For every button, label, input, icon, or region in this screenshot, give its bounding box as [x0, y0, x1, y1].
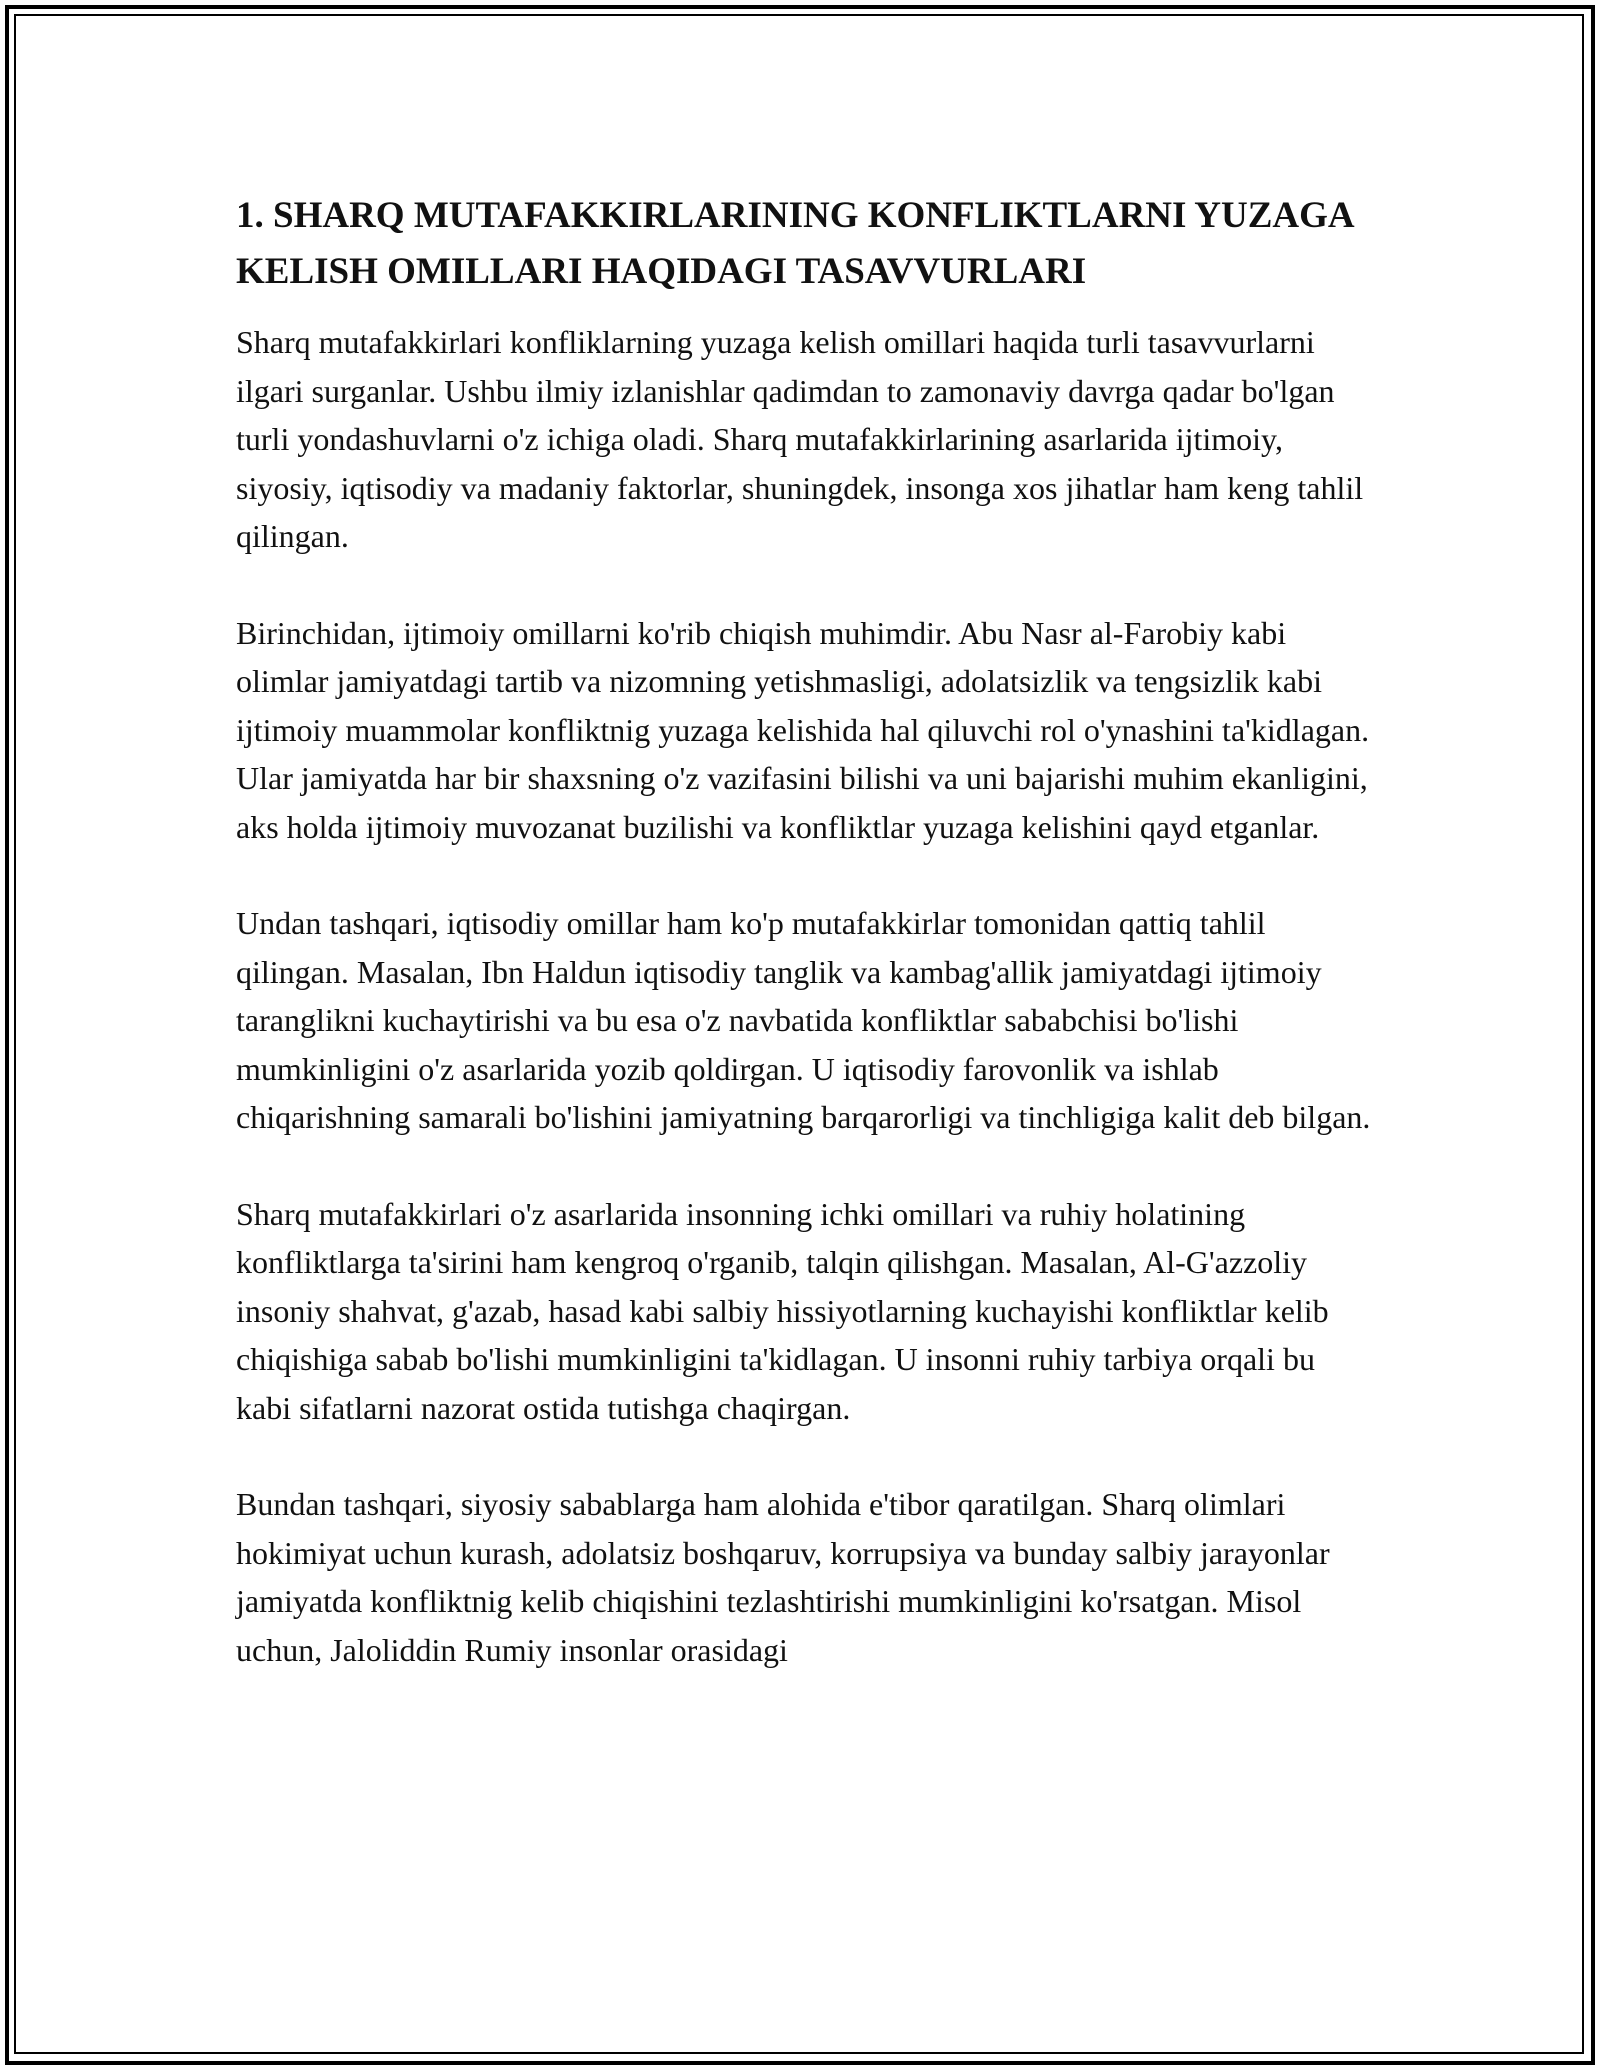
paragraph-intro: Sharq mutafakkirlari konfliklarning yuzaga kelish omillari haqida turli tasavvurlarni ilgari surganlar. Ushbu ilmiy izlanishlar qadimdan to zamonaviy davrga qadar bo'lgan turli yondashuvlarni o'z ichiga oladi. Sharq mutafakkirlarining asarlarida ijtimoiy, siyosiy, iqtisodiy va madaniy faktorlar, shuningdek, insonga xos jihatlar ham keng tahlil qilingan. — [236, 324, 1364, 554]
paragraph-political-factors: Bundan tashqari, siyosiy sabablarga ham alohida e'tibor qaratilgan. Sharq olimlari hokimiyat uchun kurash, adolatsiz boshqaruv, korrupsiya va bunday salbiy jarayonlar jamiyatda konfliktnig kelib chiqishini tezlashtirishi mumkinligini ko'rsatgan. Misol uchun, Jaloliddin Rumiy insonlar orasidagi — [236, 1486, 1330, 1668]
paragraph-social-factors: Birinchidan, ijtimoiy omillarni ko'rib chiqish muhimdir. Abu Nasr al-Farobiy kabi olimlar jamiyatdagi tartib va nizomning yetishmasligi, adolatsizlik va tengsizlik kabi ijtimoiy muammolar konfliktnig yuzaga kelishida hal qiluvchi rol o'ynashini ta'kidlagan. Ular jamiyatda har bir shaxsning o'z vazifasini bilishi va uni bajarishi muhim ekanligini, aks holda ijtimoiy muvozanat buzilishi va konfliktlar yuzaga kelishini qayd etganlar. — [236, 614, 1370, 845]
paragraph-economic-factors: Undan tashqari, iqtisodiy omillar ham ko'p mutafakkirlar tomonidan qattiq tahlil qilingan. Masalan, Ibn Haldun iqtisodiy tanglik va kambag'allik jamiyatdagi ijtimoiy taranglikni kuchaytirishi va bu esa o'z navbatida konfliktlar sababchisi bo'lishi mumkinligini o'z asarlarida yozib qoldirgan. U iqtisodiy farovonlik va ishlab chiqarishning samarali bo'lishini jamiyatning barqarorligi va tinchligiga kalit deb bilgan. — [236, 905, 1371, 1135]
paragraph-psychological-factors: Sharq mutafakkirlari o'z asarlarida insonning ichki omillari va ruhiy holatining konfliktlarga ta'sirini ham kengroq o'rganib, talqin qilishgan. Masalan, Al-G'azzoliy insoniy shahvat, g'azab, hasad kabi salbiy hissiyotlarning kuchayishi konfliktlar kelib chiqishiga sabab bo'lishi mumkinligini ta'kidlagan. U insonni ruhiy tarbiya orqali bu kabi sifatlarni nazorat ostida tutishga chaqirgan. — [236, 1195, 1329, 1426]
document-body — [236, 188, 1376, 1722]
section-heading: 1. SHARQ MUTAFAKKIRLARINING KONFLIKTLARNI YUZAGA KELISH OMILLARI HAQIDAGI TASAVVURLARI — [236, 195, 1353, 292]
